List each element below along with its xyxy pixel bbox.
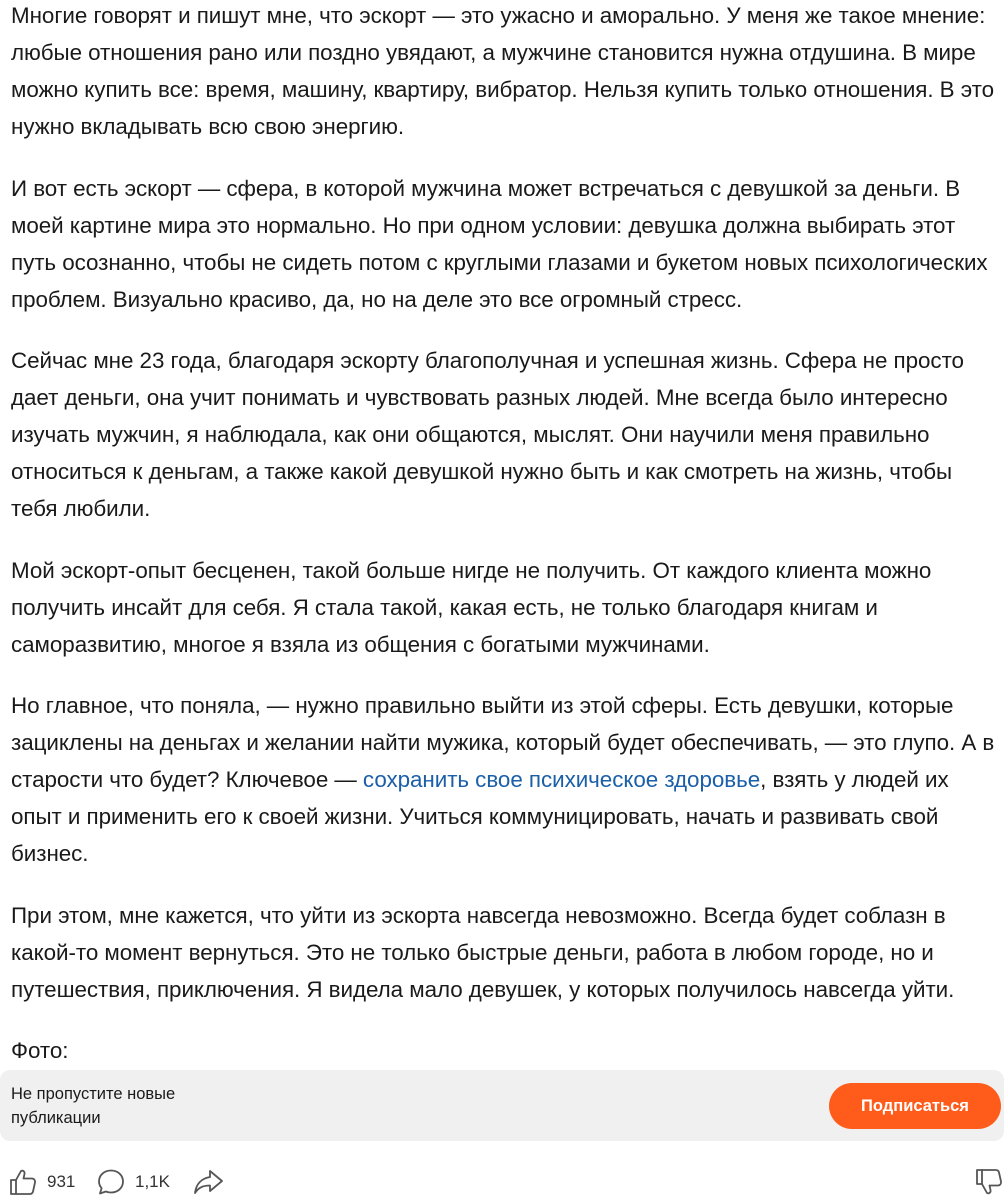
article-paragraph-2: И вот есть эскорт — сфера, в которой мужчина может встречаться с девушкой за деньги. В моей картине мира это нормально. Но при одном условии: девушка должна выбирать этот путь осознанно, чтобы не сидеть потом с круглыми глазами и букетом новых психологических проблем. Визуально красиво, да, но на деле это все огромный стресс. (11, 175, 988, 312)
comment-count: 1,1K (135, 1172, 170, 1191)
reaction-bar (0, 1164, 1004, 1200)
article-paragraph-6: При этом, мне кажется, что уйти из эскорта навсегда невозможно. Всегда будет соблазн в какой-то момент вернуться. Это не только быстрые деньги, работа в любом городе, но и путешествия, приключения. Я видела мало девушек, у которых получилось навсегда уйти. (11, 902, 955, 1002)
photo-caption-label: Фото: (11, 1038, 69, 1063)
thumbs-up-icon (8, 1167, 38, 1197)
article-paragraph-5 (11, 687, 1001, 872)
mental-health-link[interactable]: сохранить свое психическое здоровье (362, 767, 761, 792)
article-body (11, 0, 1001, 1094)
article-paragraph-3: Сейчас мне 23 года, благодаря эскорту благополучная и успешная жизнь. Сфера не просто дает деньги, она учит понимать и чувствовать разных людей. Мне всегда было интересно изучать мужчин, я наблюдала, как они общаются, мыслят. Они научили меня правильно относиться к деньгам, а также какой девушкой нужно быть и как смотреть на жизнь, чтобы тебя любили. (11, 348, 964, 521)
share-arrow-icon (192, 1167, 224, 1197)
subscribe-banner (0, 1070, 1004, 1141)
comment-bubble-icon (96, 1167, 126, 1197)
paragraph-5-text-start: Но главное, что поняла, — нужно правильно выйти из этой сферы. Есть девушки, которые зациклены на деньгах и желании найти мужика, который будет обеспечивать, — это глупо. А в старости что будет? Ключевое — (11, 693, 995, 792)
comments-button[interactable] (96, 1164, 170, 1200)
article-paragraph-4: Мой эскорт-опыт бесценен, такой больше нигде не получить. От каждого клиента можно получить инсайт для себя. Я стала такой, какая есть, не только благодаря книгам и саморазвитию, многое я взяла из общения с богатыми мужчинами. (11, 557, 932, 657)
paragraph-5-text-end: , взять у людей их опыт и применить его к своей жизни. Учиться коммуницировать, начать и развивать свой бизнес. (11, 767, 949, 866)
subscribe-prompt: Не пропустите новые публикации (11, 1085, 176, 1127)
like-button[interactable] (8, 1164, 75, 1200)
thumbs-down-icon (974, 1167, 1004, 1197)
article-paragraph-1: Многие говорят и пишут мне, что эскорт — это ужасно и аморально. У меня же такое мнение: любые отношения рано или поздно увядают, а мужчине становится нужна отдушина. В мире можно купить все: время, машину, квартиру, вибратор. Нельзя купить только отношения. В это нужно вкладывать всю свою энергию. (11, 3, 994, 139)
share-button[interactable] (192, 1164, 224, 1200)
like-count: 931 (47, 1172, 76, 1191)
dislike-button[interactable] (974, 1164, 1004, 1200)
subscribe-button[interactable]: Подписаться (829, 1083, 1001, 1129)
